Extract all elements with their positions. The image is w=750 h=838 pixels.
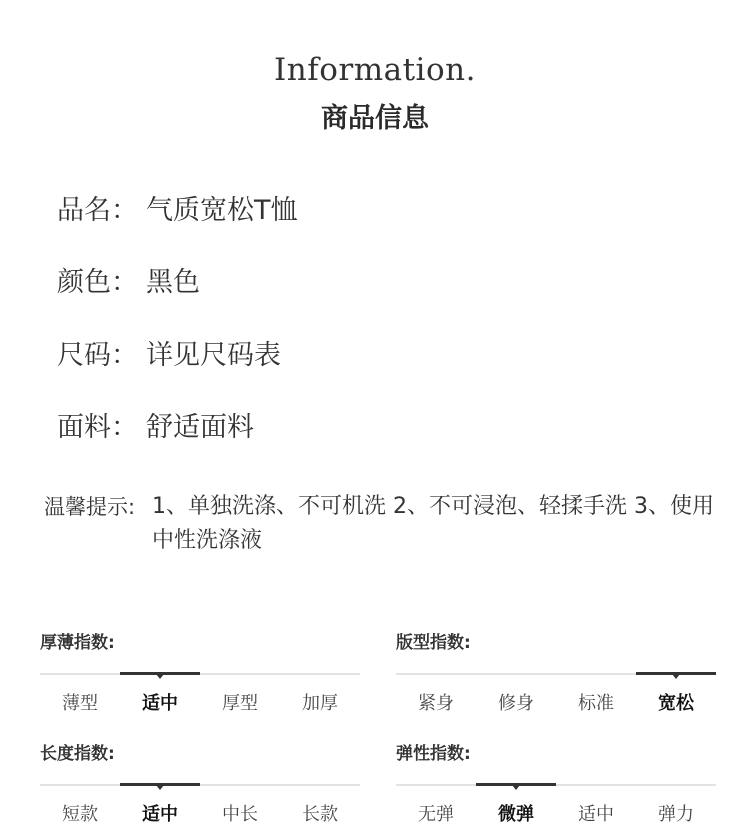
- care-tips-text: 1、单独洗涤、不可机洗 2、不可浸泡、轻揉手洗 3、使用中性洗涤液: [152, 494, 714, 553]
- field-fabric: [57, 405, 254, 444]
- field-key: 颜色: [57, 267, 111, 298]
- index-option: 标准: [578, 693, 614, 714]
- index-elasticity: [396, 742, 718, 826]
- index-option: 弹力: [658, 804, 694, 825]
- index-option: 修身: [498, 693, 534, 714]
- index-option: 微弹: [498, 804, 534, 825]
- field-value: 舒适面料: [146, 412, 254, 443]
- index-indicator: [636, 672, 716, 675]
- index-thickness: [40, 631, 362, 715]
- index-label: 版型指数:: [396, 633, 471, 653]
- index-option: 中长: [222, 804, 258, 825]
- index-option: 适中: [578, 804, 614, 825]
- index-indicator: [476, 783, 556, 786]
- field-value: 气质宽松T恤: [146, 195, 298, 226]
- field-value: 黑色: [146, 267, 200, 298]
- care-tips: [44, 490, 734, 558]
- index-track: [396, 784, 716, 786]
- field-separator: ：: [111, 340, 138, 371]
- field-product-name: [57, 188, 298, 227]
- field-separator: ：: [111, 412, 138, 443]
- index-indicator: [120, 783, 200, 786]
- field-value: 详见尺码表: [146, 340, 281, 371]
- index-option: 无弹: [418, 804, 454, 825]
- index-option: 适中: [142, 804, 178, 825]
- index-track: [396, 673, 716, 675]
- index-option: 薄型: [62, 693, 98, 714]
- index-option: 适中: [142, 693, 178, 714]
- index-label: 厚薄指数:: [40, 633, 115, 653]
- field-separator: ：: [111, 195, 138, 226]
- index-label: 长度指数:: [40, 744, 115, 764]
- field-size: [57, 333, 281, 372]
- index-option: 紧身: [418, 693, 454, 714]
- index-option: 长款: [302, 804, 338, 825]
- index-length: [40, 742, 362, 826]
- index-option: 宽松: [658, 693, 694, 714]
- title-english: Information.: [274, 52, 476, 88]
- title-chinese: 商品信息: [321, 103, 429, 134]
- field-key: 品名: [57, 195, 111, 226]
- index-option: 短款: [62, 804, 98, 825]
- index-indicator: [120, 672, 200, 675]
- field-key: 尺码: [57, 340, 111, 371]
- index-option: 加厚: [302, 693, 338, 714]
- care-tips-label: 温馨提示:: [44, 495, 136, 519]
- index-option: 厚型: [222, 693, 258, 714]
- field-color: [57, 260, 200, 299]
- index-track: [40, 673, 360, 675]
- field-separator: ：: [111, 267, 138, 298]
- index-fit: [396, 631, 718, 715]
- field-key: 面料: [57, 412, 111, 443]
- index-label: 弹性指数:: [396, 744, 471, 764]
- index-track: [40, 784, 360, 786]
